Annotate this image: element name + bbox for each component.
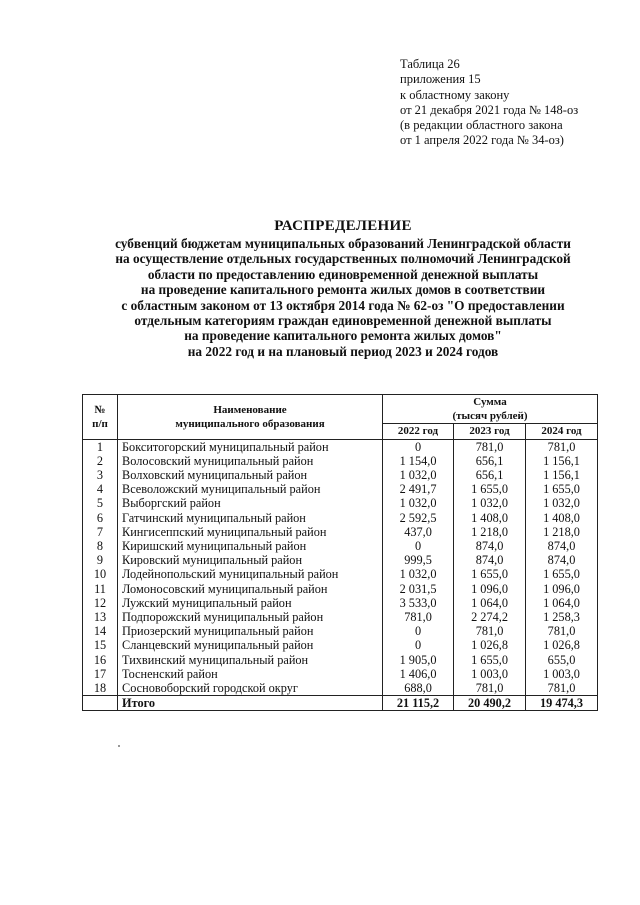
row-number: 17 <box>83 667 118 681</box>
row-value-2023: 781,0 <box>454 439 526 454</box>
row-value-2022: 1 154,0 <box>383 454 454 468</box>
subtitle-line: на осуществление отдельных государственных полномочий Ленинградской <box>115 251 571 267</box>
table-row <box>83 468 598 482</box>
row-value-2023: 781,0 <box>454 624 526 638</box>
row-value-2023: 1 003,0 <box>454 667 526 681</box>
total-2023: 20 490,2 <box>454 696 526 711</box>
row-municipality: Гатчинский муниципальный район <box>118 511 383 525</box>
row-value-2023: 1 218,0 <box>454 525 526 539</box>
row-number: 16 <box>83 653 118 667</box>
row-value-2024: 1 156,1 <box>543 453 580 468</box>
row-municipality: Кингисеппский муниципальный район <box>118 525 383 539</box>
row-number: 6 <box>83 511 118 525</box>
appendix-line: от 21 декабря 2021 года № 148-оз <box>400 102 579 117</box>
row-value-2023: 1 655,0 <box>454 482 526 496</box>
row-value-2022: 1 032,0 <box>383 496 454 510</box>
table-row <box>83 567 598 581</box>
row-number: 1 <box>83 439 118 454</box>
row-municipality: Лодейнопольский муниципальный район <box>118 567 383 581</box>
row-value-2024: 1 655,0 <box>543 567 580 582</box>
appendix-line: от 1 апреля 2022 года № 34-оз) <box>400 133 564 148</box>
subtitle-line: отдельным категориям граждан единовременной денежной выплаты <box>134 313 552 329</box>
row-municipality: Выборгский район <box>118 496 383 510</box>
row-value-2024: 781,0 <box>547 624 576 639</box>
row-value-2022: 688,0 <box>383 681 454 696</box>
row-value-2022: 2 031,5 <box>383 582 454 596</box>
row-number: 2 <box>83 454 118 468</box>
header-year-2024: 2024 год <box>526 424 598 439</box>
appendix-line: приложения 15 <box>400 72 481 87</box>
document-subtitle <box>60 236 626 359</box>
document-title: РАСПРЕДЕЛЕНИЕ <box>274 218 412 234</box>
table-row <box>83 496 598 510</box>
subtitle-line: на проведение капитального ремонта жилых домов в соответствии <box>140 282 546 298</box>
row-value-2023: 1 408,0 <box>454 511 526 525</box>
row-municipality: Сосновоборский городской округ <box>118 681 383 696</box>
row-number: 4 <box>83 482 118 496</box>
row-value-2022: 1 406,0 <box>383 667 454 681</box>
row-number: 5 <box>83 496 118 510</box>
total-2022: 21 115,2 <box>383 696 454 711</box>
table-row <box>83 653 598 667</box>
header-municipality: Наименование муниципального образования <box>118 395 383 440</box>
table-row <box>83 667 598 681</box>
row-value-2023: 781,0 <box>454 681 526 696</box>
table-header-row <box>83 395 598 424</box>
row-number: 3 <box>83 468 118 482</box>
row-value-2022: 3 533,0 <box>383 596 454 610</box>
row-number: 9 <box>83 553 118 567</box>
row-number: 8 <box>83 539 118 553</box>
row-value-2023: 1 026,8 <box>454 638 526 652</box>
table-row <box>83 454 598 468</box>
row-value-2024: 1 408,0 <box>543 510 580 525</box>
header-number: № п/п <box>83 395 118 440</box>
row-value-2024: 1 032,0 <box>543 496 580 511</box>
row-value-2023: 656,1 <box>454 454 526 468</box>
row-number: 13 <box>83 610 118 624</box>
table-row <box>83 596 598 610</box>
row-municipality: Тихвинский муниципальный район <box>118 653 383 667</box>
row-municipality: Лужский муниципальный район <box>118 596 383 610</box>
row-value-2023: 874,0 <box>454 553 526 567</box>
row-municipality: Тосненский район <box>118 667 383 681</box>
row-municipality: Волховский муниципальный район <box>118 468 383 482</box>
subtitle-line: области по предоставлению единовременной денежной выплаты <box>147 266 539 282</box>
row-value-2023: 2 274,2 <box>454 610 526 624</box>
row-value-2022: 1 032,0 <box>383 567 454 581</box>
row-value-2023: 1 096,0 <box>454 582 526 596</box>
total-label: Итого <box>118 696 383 711</box>
row-value-2022: 781,0 <box>383 610 454 624</box>
row-number: 11 <box>83 582 118 596</box>
table-row <box>83 582 598 596</box>
row-value-2022: 2 491,7 <box>383 482 454 496</box>
table-row <box>83 482 598 496</box>
row-number: 7 <box>83 525 118 539</box>
subvention-table <box>82 394 598 711</box>
row-value-2022: 0 <box>383 439 454 454</box>
row-value-2024: 874,0 <box>547 539 576 554</box>
row-value-2023: 1 032,0 <box>454 496 526 510</box>
row-value-2022: 1 032,0 <box>383 468 454 482</box>
appendix-line: Таблица 26 <box>400 57 460 71</box>
subtitle-line: с областным законом от 13 октября 2014 года № 62-оз "О предоставлении <box>121 297 565 313</box>
table-total-row <box>83 696 598 711</box>
total-2024: 19 474,3 <box>526 696 598 711</box>
header-year-2023: 2023 год <box>454 424 526 439</box>
row-number: 15 <box>83 638 118 652</box>
row-value-2024: 781,0 <box>547 439 576 454</box>
header-sum: Сумма (тысяч рублей) <box>383 395 598 424</box>
row-value-2022: 999,5 <box>383 553 454 567</box>
row-value-2022: 437,0 <box>383 525 454 539</box>
row-value-2023: 1 655,0 <box>454 567 526 581</box>
row-value-2024: 874,0 <box>547 553 576 568</box>
row-value-2022: 1 905,0 <box>383 653 454 667</box>
table-row <box>83 638 598 652</box>
row-value-2024: 1 096,0 <box>543 581 580 596</box>
appendix-line: (в редакции областного закона <box>400 118 563 133</box>
row-value-2023: 1 655,0 <box>454 653 526 667</box>
row-value-2022: 0 <box>383 624 454 638</box>
row-value-2024: 655,0 <box>547 652 576 667</box>
row-value-2024: 1 655,0 <box>543 482 580 497</box>
row-value-2024: 1 026,8 <box>543 638 580 653</box>
table-row <box>83 610 598 624</box>
table-row <box>83 624 598 638</box>
total-number-cell <box>83 696 118 711</box>
row-number: 14 <box>83 624 118 638</box>
row-municipality: Кировский муниципальный район <box>118 553 383 567</box>
row-value-2024: 1 258,3 <box>543 610 580 625</box>
table-row <box>83 511 598 525</box>
row-value-2022: 0 <box>383 638 454 652</box>
row-value-2024: 1 064,0 <box>543 595 580 610</box>
table-row <box>83 539 598 553</box>
row-number: 10 <box>83 567 118 581</box>
table-row <box>83 439 598 454</box>
row-value-2024: 1 156,1 <box>543 468 580 483</box>
header-year-2022: 2022 год <box>383 424 454 439</box>
row-municipality: Подпорожский муниципальный район <box>118 610 383 624</box>
row-municipality: Киришский муниципальный район <box>118 539 383 553</box>
row-municipality: Волосовский муниципальный район <box>118 454 383 468</box>
subtitle-line: на проведение капитального ремонта жилых домов" <box>184 328 502 344</box>
row-value-2022: 0 <box>383 539 454 553</box>
appendix-line: к областному закону <box>400 87 510 102</box>
row-value-2024: 1 003,0 <box>543 666 580 681</box>
row-value-2023: 1 064,0 <box>454 596 526 610</box>
table-row <box>83 681 598 696</box>
row-value-2022: 2 592,5 <box>383 511 454 525</box>
subtitle-line: на 2022 год и на плановый период 2023 и 2024 годов <box>187 343 499 359</box>
row-value-2023: 656,1 <box>454 468 526 482</box>
row-value-2024: 1 218,0 <box>543 524 580 539</box>
appendix-reference <box>400 57 578 149</box>
row-number: 18 <box>83 681 118 696</box>
table-row <box>83 553 598 567</box>
row-value-2024: 781,0 <box>547 681 576 696</box>
row-municipality: Сланцевский муниципальный район <box>118 638 383 652</box>
row-municipality: Бокситогорский муниципальный район <box>118 439 383 454</box>
row-municipality: Приозерский муниципальный район <box>118 624 383 638</box>
row-municipality: Всеволожский муниципальный район <box>118 482 383 496</box>
scan-dot <box>118 745 120 747</box>
table-row <box>83 525 598 539</box>
row-number: 12 <box>83 596 118 610</box>
table-body <box>83 439 598 696</box>
subtitle-line: субвенций бюджетам муниципальных образований Ленинградской области <box>115 236 571 251</box>
row-value-2023: 874,0 <box>454 539 526 553</box>
row-municipality: Ломоносовский муниципальный район <box>118 582 383 596</box>
